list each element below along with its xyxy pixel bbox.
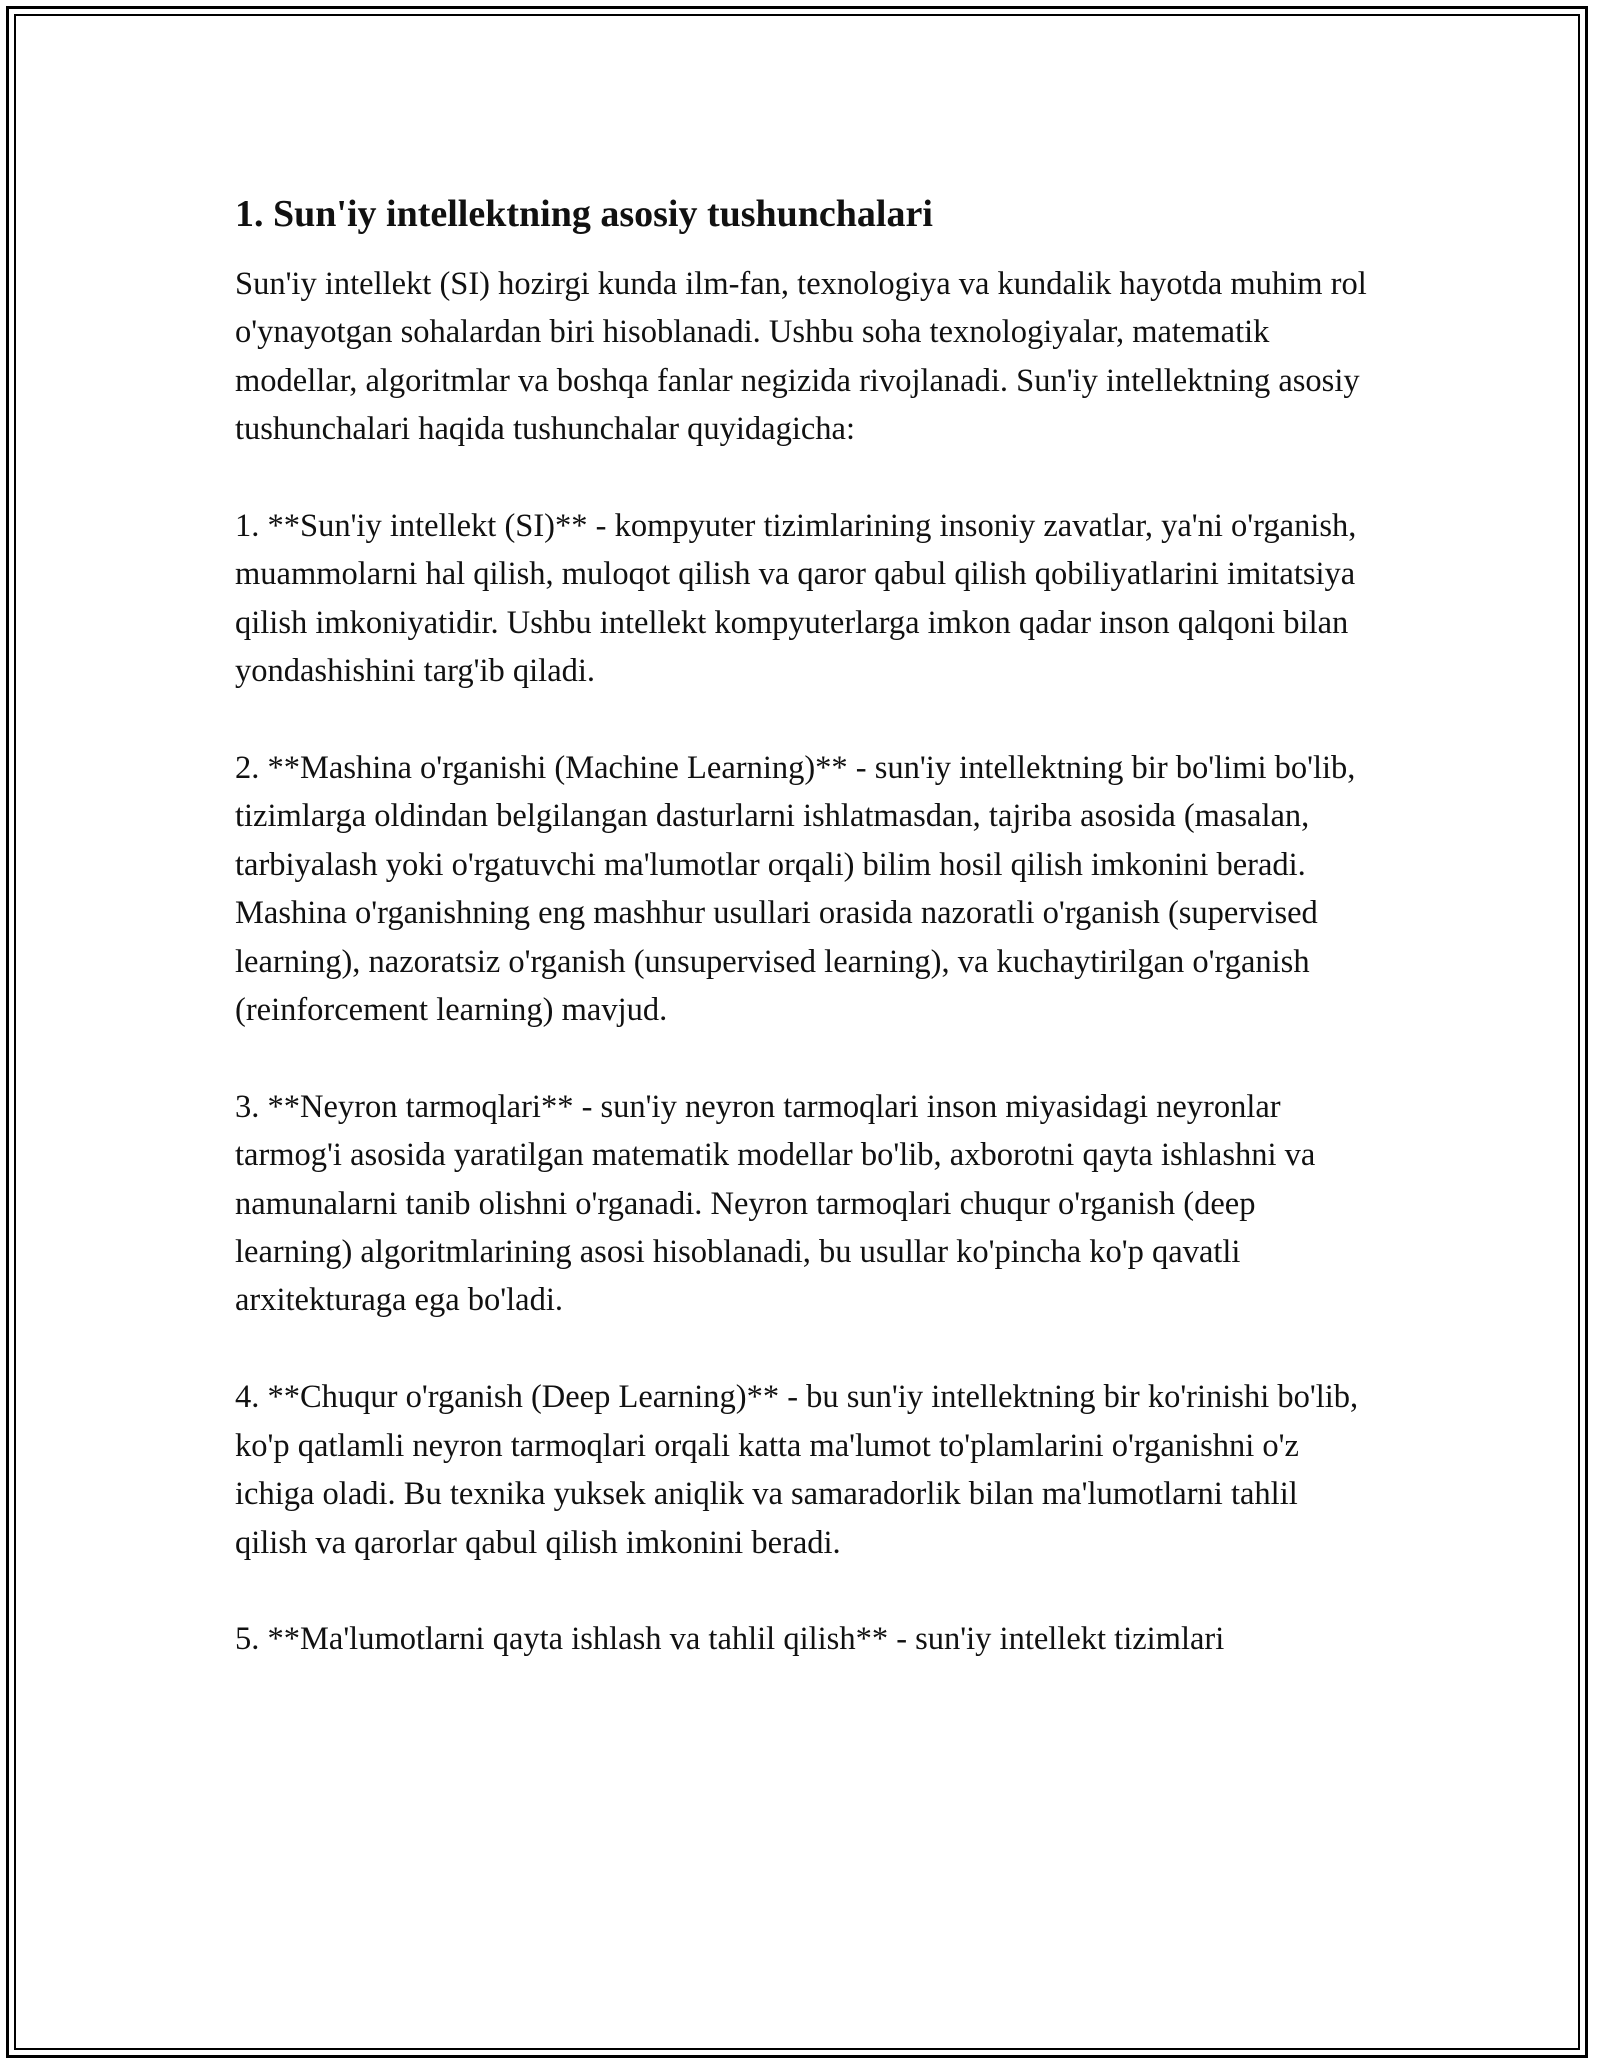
list-item-4-paragraph: 4. **Chuqur o'rganish (Deep Learning)** - bu sun'iy intellektning bir ko'rinishi bo'lib, ko'p qatlamli neyron tarmoqlari orqali katta ma'lumot to'plamlarini o'rganishni o'z ichiga oladi. Bu texnika yuksek aniqlik va samaradorlik bilan ma'lumotlarni tahlil qilish va qarorlar qabul qilish imkonini beradi.	[235, 1379, 1359, 1561]
list-item-5-paragraph: 5. **Ma'lumotlarni qayta ishlash va tahlil qilish** - sun'iy intellekt tizimlari	[235, 1621, 1225, 1658]
list-item-3-paragraph: 3. **Neyron tarmoqlari** - sun'iy neyron tarmoqlari inson miyasidagi neyronlar tarmog'i asosida yaratilgan matematik modellar bo'lib, axborotni qayta ishlashni va namunalarni tanib olishni o'rganadi. Neyron tarmoqlari chuqur o'rganish (deep learning) algoritmlarining asosi hisoblanadi, bu usullar ko'pincha ko'p qavatli arxitekturaga ega bo'ladi.	[235, 1088, 1316, 1319]
intro-paragraph: Sun'iy intellekt (SI) hozirgi kunda ilm-fan, texnologiya va kundalik hayotda muhim rol o'ynayotgan sohalardan biri hisoblanadi. Ushbu soha texnologiyalar, matematik modellar, algoritmlar va boshqa fanlar negizida rivojlanadi. Sun'iy intellektning asosiy tushunchalari haqida tushunchalar quyidagicha:	[235, 266, 1367, 448]
list-item-1-paragraph: 1. **Sun'iy intellekt (SI)** - kompyuter tizimlarining insoniy zavatlar, ya'ni o'rganish, muammolarni hal qilish, muloqot qilish va qaror qabul qilish qobiliyatlarini imitatsiya qilish imkoniyatidir. Ushbu intellekt kompyuterlarga imkon qadar inson qalqoni bilan yondashishini targ'ib qiladi.	[235, 508, 1357, 690]
list-item-2-paragraph: 2. **Mashina o'rganishi (Machine Learning)** - sun'iy intellektning bir bo'limi bo'lib, tizimlarga oldindan belgilangan dasturlarni ishlatmasdan, tajriba asosida (masalan, tarbiyalash yoki o'rgatuvchi ma'lumotlar orqali) bilim hosil qilish imkonini beradi. Mashina o'rganishning eng mashhur usullari orasida nazoratli o'rganish (supervised learning), nazoratsiz o'rganish (unsupervised learning), va kuchaytirilgan o'rganish (reinforcement learning) mavjud.	[235, 750, 1356, 1029]
section-heading: 1. Sun'iy intellektning asosiy tushunchalari	[235, 193, 933, 235]
document-body	[235, 188, 1370, 1712]
